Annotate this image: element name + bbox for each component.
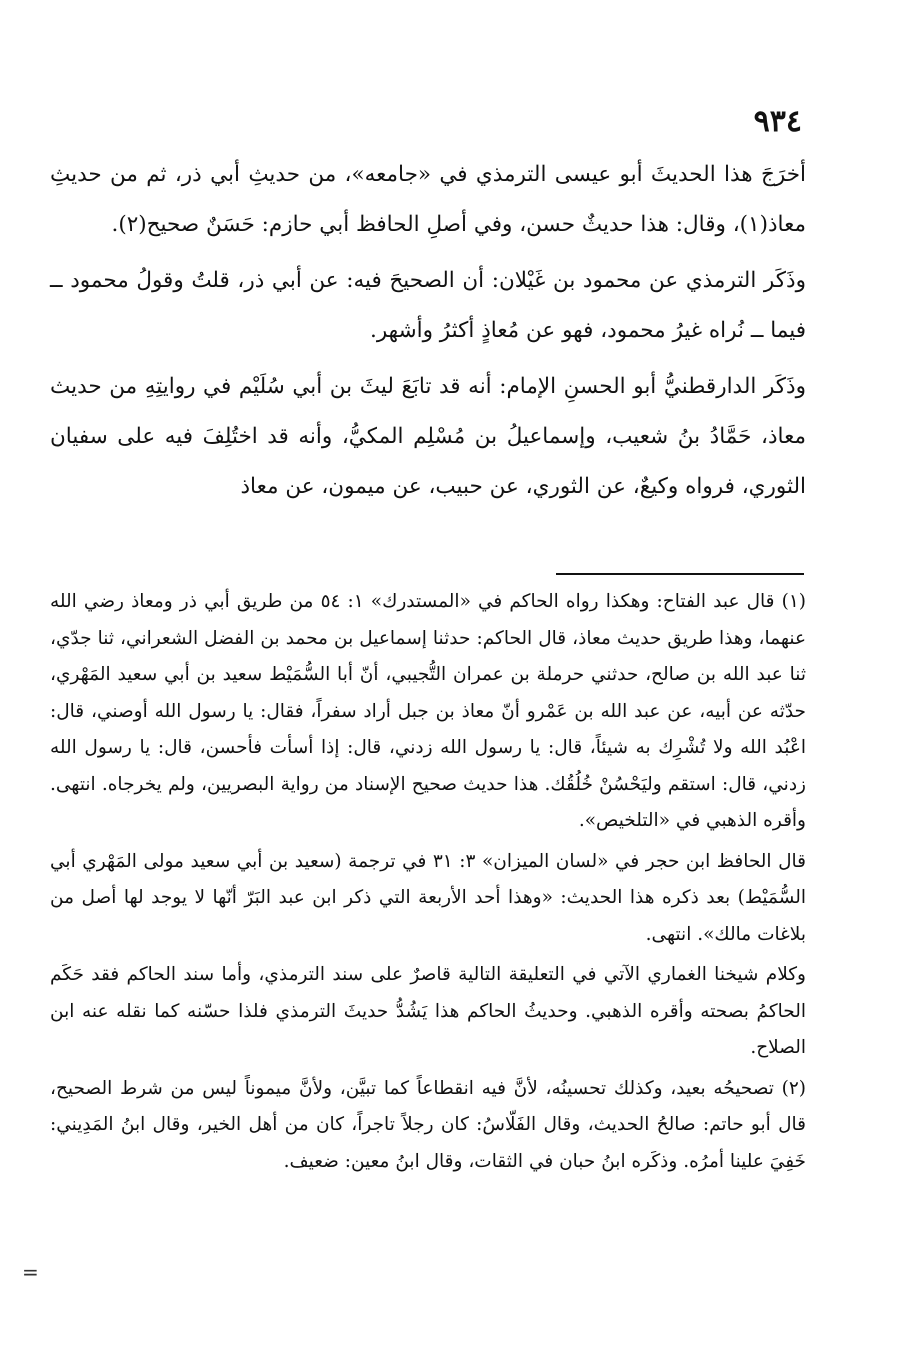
main-paragraph: وذَكَر الترمذي عن محمود بن غَيْلان: أن الصحيحَ فيه: عن أبي ذر، قلتُ وقولُ محمود ــ فيما ــ نُراه غيرُ محمود، فهو عن مُعاذٍ أكثرُ وأشهر. bbox=[50, 268, 806, 343]
main-paragraph: أخرَجَ هذا الحديثَ أبو عيسى الترمذي في «جامعه»، من حديثِ أبي ذر، ثم من حديثِ معاذ(١)، وقال: هذا حديثٌ حسن، وفي أصلِ الحافظ أبي حازم: حَسَنٌ صحيح(٢). bbox=[50, 162, 806, 237]
page-number: ٩٣٤ bbox=[753, 104, 802, 139]
main-paragraph: وذَكَر الدارقطنيُّ أبو الحسنِ الإمام: أنه قد تابَعَ ليثَ بن أبي سُلَيْم في روايتِهِ من حديث معاذ، حَمَّادُ بنُ شعيب، وإسماعيلُ بن مُسْلِم المكيُّ، وأنه قد اختُلِفَ فيه على سفيان الثوري، فرواه وكيعٌ، عن الثوري، عن حبيب، عن ميمون، عن معاذ bbox=[50, 374, 806, 499]
footnotes bbox=[50, 584, 806, 1184]
footnote-1-editor-note: وكلام شيخنا الغماري الآتي في التعليقة التالية قاصرٌ على سند الترمذي، وأما سند الحاكم فقد حَكَم الحاكمُ بصحته وأقره الذهبي. وحديثُ الحاكم هذا يَشُدُّ حديثَ الترمذي فلذا حسّنه كما نقله عنه ابن الصلاح. bbox=[50, 964, 806, 1058]
footnote-2: (٢) تصحيحُه بعيد، وكذلك تحسينُه، لأنَّ فيه انقطاعاً كما تبيَّن، ولأنَّ ميموناً ليس من شرط الصحيح، قال أبو حاتم: صالحُ الحديث، وقال الفَلّاسُ: كان رجلاً تاجراً، كان من أهل الخير، وقال ابنُ المَدِيني: خَفِيَ علينا أمرُه. وذكَره ابنُ حبان في الثقات، وقال ابنُ معين: ضعيف. bbox=[50, 1077, 806, 1172]
footnote-1: (١) قال عبد الفتاح: وهكذا رواه الحاكم في «المستدرك» ١: ٥٤ من طريق أبي ذر ومعاذ رضي الله عنهما، وهذا طريق حديث معاذ، قال الحاكم: حدثنا إسماعيل بن محمد بن الفضل الشعراني، ثنا جدّي، ثنا عبد الله بن صالح، حدثني حرملة بن عمران التُّجيبي، أنّ أبا السُّمَيْط سعيد بن أبي سعيد المَهْري، حدّثه عن أبيه، عن عبد الله بن عَمْرو أنّ معاذ بن جبل أراد سفراً، فقال: يا رسول الله أوصني، قال: اعْبُد الله ولا تُشْرِك به شيئاً، قال: يا رسول الله زدني، قال: إذا أسأت فأحسن، قال: يا رسول الله زدني، قال: استقم وليَحْسُنْ خُلُقُك. هذا حديث صحيح الإسناد من رواية البصريين، ولم يخرجاه. انتهى. وأقره الذهبي في «التلخيص». bbox=[50, 591, 806, 831]
footnote-separator bbox=[556, 573, 804, 575]
footnote-1-continuation: قال الحافظ ابن حجر في «لسان الميزان» ٣: ٣١ في ترجمة (سعيد بن أبي سعيد مولى المَهْري أبي السُّمَيْط) بعد ذكره هذا الحديث: «وهذا أحد الأربعة التي ذكر ابن عبد البَرّ أنّها لا يوجد لها أصل من بلاغات مالك». انتهى. bbox=[50, 850, 806, 945]
continuation-mark: = bbox=[22, 1260, 39, 1284]
main-text bbox=[50, 150, 806, 518]
